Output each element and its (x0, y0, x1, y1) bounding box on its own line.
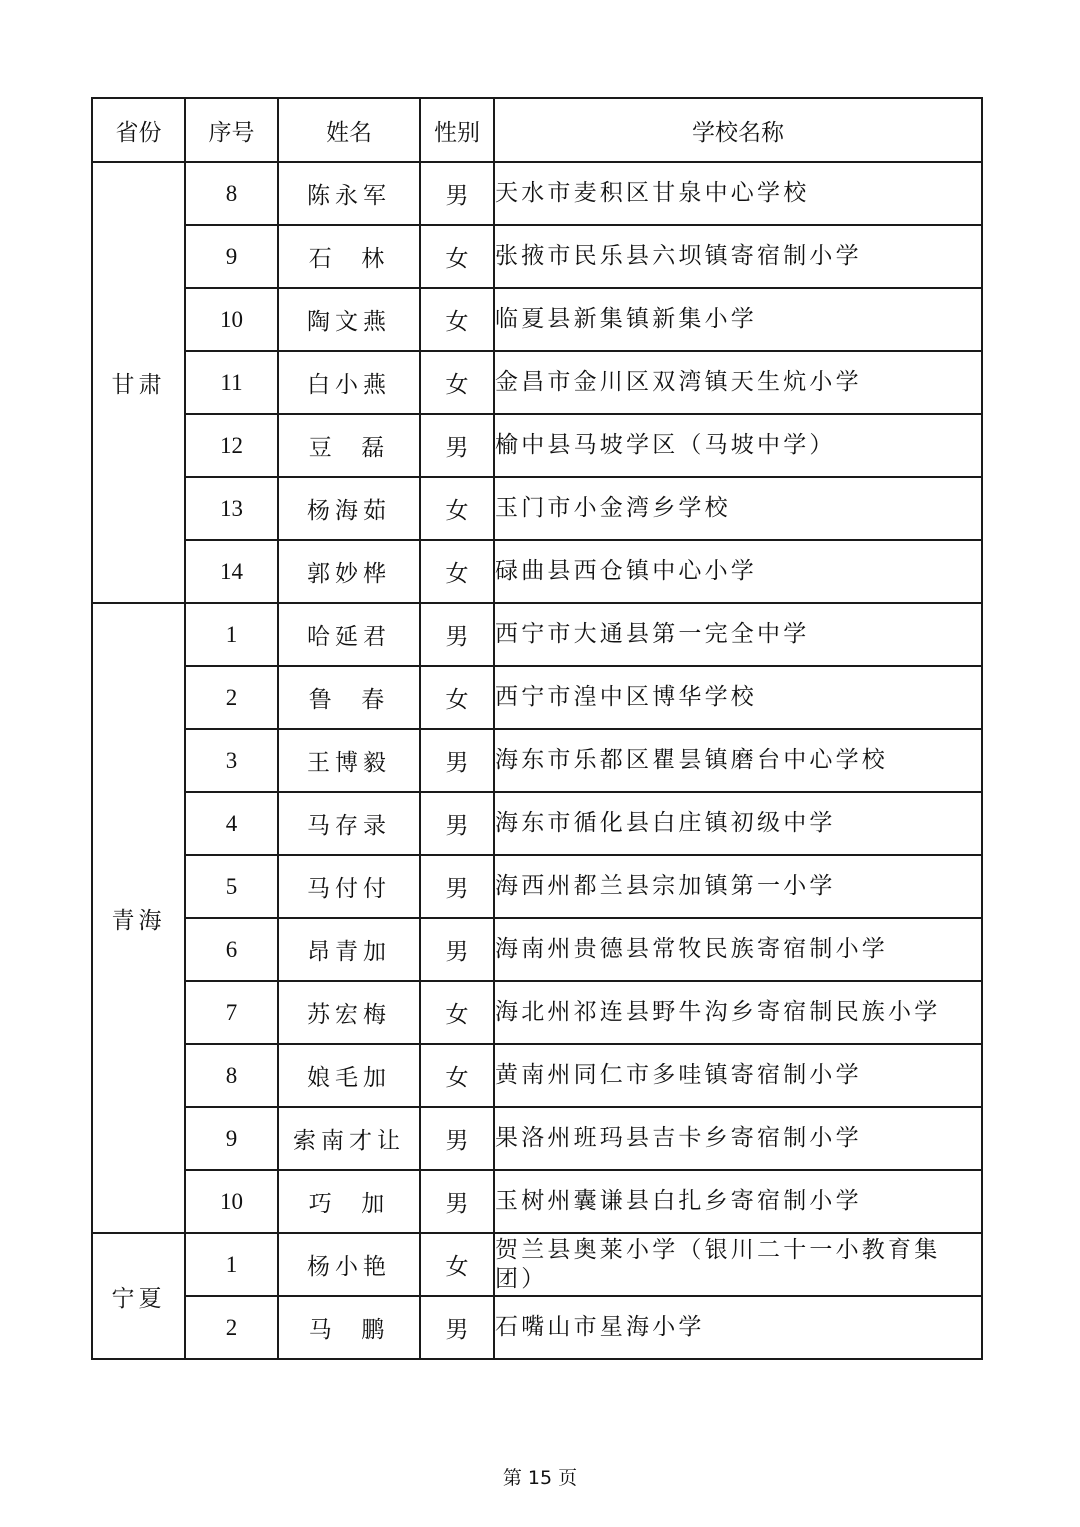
name-cell: 马 鹏 (278, 1296, 420, 1359)
school-cell: 海西州都兰县宗加镇第一小学 (494, 855, 982, 918)
table-row (92, 918, 982, 981)
name-cell: 郭妙桦 (278, 540, 420, 603)
name-cell: 哈延君 (278, 603, 420, 666)
table-row (92, 477, 982, 540)
school-cell: 张掖市民乐县六坝镇寄宿制小学 (494, 225, 982, 288)
table-row (92, 666, 982, 729)
number-cell: 4 (185, 792, 278, 855)
number-cell: 13 (185, 477, 278, 540)
table-row (92, 1107, 982, 1170)
school-cell: 金昌市金川区双湾镇天生炕小学 (494, 351, 982, 414)
gender-cell: 男 (420, 162, 494, 225)
gender-cell: 女 (420, 225, 494, 288)
school-cell: 海南州贵德县常牧民族寄宿制小学 (494, 918, 982, 981)
name-cell: 昂青加 (278, 918, 420, 981)
header-province: 省份 (92, 98, 185, 162)
number-cell: 5 (185, 855, 278, 918)
gender-cell: 女 (420, 351, 494, 414)
table-row (92, 540, 982, 603)
table-row (92, 729, 982, 792)
table-row (92, 855, 982, 918)
header-number: 序号 (185, 98, 278, 162)
name-cell: 巧 加 (278, 1170, 420, 1233)
number-cell: 1 (185, 1233, 278, 1296)
name-cell: 石 林 (278, 225, 420, 288)
number-cell: 10 (185, 288, 278, 351)
school-cell: 榆中县马坡学区（马坡中学） (494, 414, 982, 477)
school-cell: 玉门市小金湾乡学校 (494, 477, 982, 540)
number-cell: 8 (185, 1044, 278, 1107)
province-cell: 青海 (92, 603, 185, 1233)
number-cell: 7 (185, 981, 278, 1044)
table-row (92, 288, 982, 351)
school-cell: 天水市麦积区甘泉中心学校 (494, 162, 982, 225)
page-number: 第 15 页 (502, 1467, 578, 1489)
name-cell: 鲁 春 (278, 666, 420, 729)
gender-cell: 男 (420, 1107, 494, 1170)
header-school: 学校名称 (494, 98, 982, 162)
school-cell: 果洛州班玛县吉卡乡寄宿制小学 (494, 1107, 982, 1170)
gender-cell: 男 (420, 918, 494, 981)
table-row (92, 414, 982, 477)
school-cell: 海北州祁连县野牛沟乡寄宿制民族小学 (494, 981, 982, 1044)
gender-cell: 男 (420, 1170, 494, 1233)
number-cell: 3 (185, 729, 278, 792)
school-cell: 碌曲县西仓镇中心小学 (494, 540, 982, 603)
header-name: 姓名 (278, 98, 420, 162)
gender-cell: 女 (420, 288, 494, 351)
number-cell: 2 (185, 666, 278, 729)
gender-cell: 男 (420, 1296, 494, 1359)
table-header-row (92, 98, 982, 162)
number-cell: 8 (185, 162, 278, 225)
table-row (92, 1233, 982, 1296)
school-cell: 海东市循化县白庄镇初级中学 (494, 792, 982, 855)
name-cell: 马存录 (278, 792, 420, 855)
school-cell: 石嘴山市星海小学 (494, 1296, 982, 1359)
number-cell: 1 (185, 603, 278, 666)
number-cell: 10 (185, 1170, 278, 1233)
gender-cell: 男 (420, 729, 494, 792)
gender-cell: 男 (420, 414, 494, 477)
gender-cell: 女 (420, 1233, 494, 1296)
table-row (92, 792, 982, 855)
table-row (92, 162, 982, 225)
gender-cell: 女 (420, 981, 494, 1044)
name-cell: 陈永军 (278, 162, 420, 225)
name-cell: 苏宏梅 (278, 981, 420, 1044)
province-cell: 宁夏 (92, 1233, 185, 1359)
school-cell: 西宁市湟中区博华学校 (494, 666, 982, 729)
school-cell: 西宁市大通县第一完全中学 (494, 603, 982, 666)
number-cell: 9 (185, 1107, 278, 1170)
name-cell: 陶文燕 (278, 288, 420, 351)
table-row (92, 1296, 982, 1359)
name-cell: 娘毛加 (278, 1044, 420, 1107)
name-cell: 豆 磊 (278, 414, 420, 477)
table-row (92, 1170, 982, 1233)
gender-cell: 女 (420, 1044, 494, 1107)
table-row (92, 225, 982, 288)
table-row (92, 351, 982, 414)
school-cell: 临夏县新集镇新集小学 (494, 288, 982, 351)
number-cell: 9 (185, 225, 278, 288)
name-cell: 索南才让 (278, 1107, 420, 1170)
name-cell: 杨小艳 (278, 1233, 420, 1296)
header-gender: 性别 (420, 98, 494, 162)
number-cell: 2 (185, 1296, 278, 1359)
table-row (92, 1044, 982, 1107)
school-cell: 黄南州同仁市多哇镇寄宿制小学 (494, 1044, 982, 1107)
table-body (92, 162, 982, 1359)
number-cell: 14 (185, 540, 278, 603)
table-row (92, 603, 982, 666)
school-cell: 贺兰县奥莱小学（银川二十一小教育集团） (494, 1233, 982, 1296)
name-cell: 马付付 (278, 855, 420, 918)
number-cell: 11 (185, 351, 278, 414)
name-cell: 杨海茹 (278, 477, 420, 540)
name-cell: 王博毅 (278, 729, 420, 792)
province-cell: 甘肃 (92, 162, 185, 603)
number-cell: 6 (185, 918, 278, 981)
gender-cell: 女 (420, 666, 494, 729)
school-cell: 玉树州囊谦县白扎乡寄宿制小学 (494, 1170, 982, 1233)
gender-cell: 男 (420, 855, 494, 918)
gender-cell: 女 (420, 477, 494, 540)
gender-cell: 女 (420, 540, 494, 603)
gender-cell: 男 (420, 603, 494, 666)
gender-cell: 男 (420, 792, 494, 855)
table-row (92, 981, 982, 1044)
name-cell: 白小燕 (278, 351, 420, 414)
roster-table (91, 97, 983, 1360)
school-cell: 海东市乐都区瞿昙镇磨台中心学校 (494, 729, 982, 792)
number-cell: 12 (185, 414, 278, 477)
